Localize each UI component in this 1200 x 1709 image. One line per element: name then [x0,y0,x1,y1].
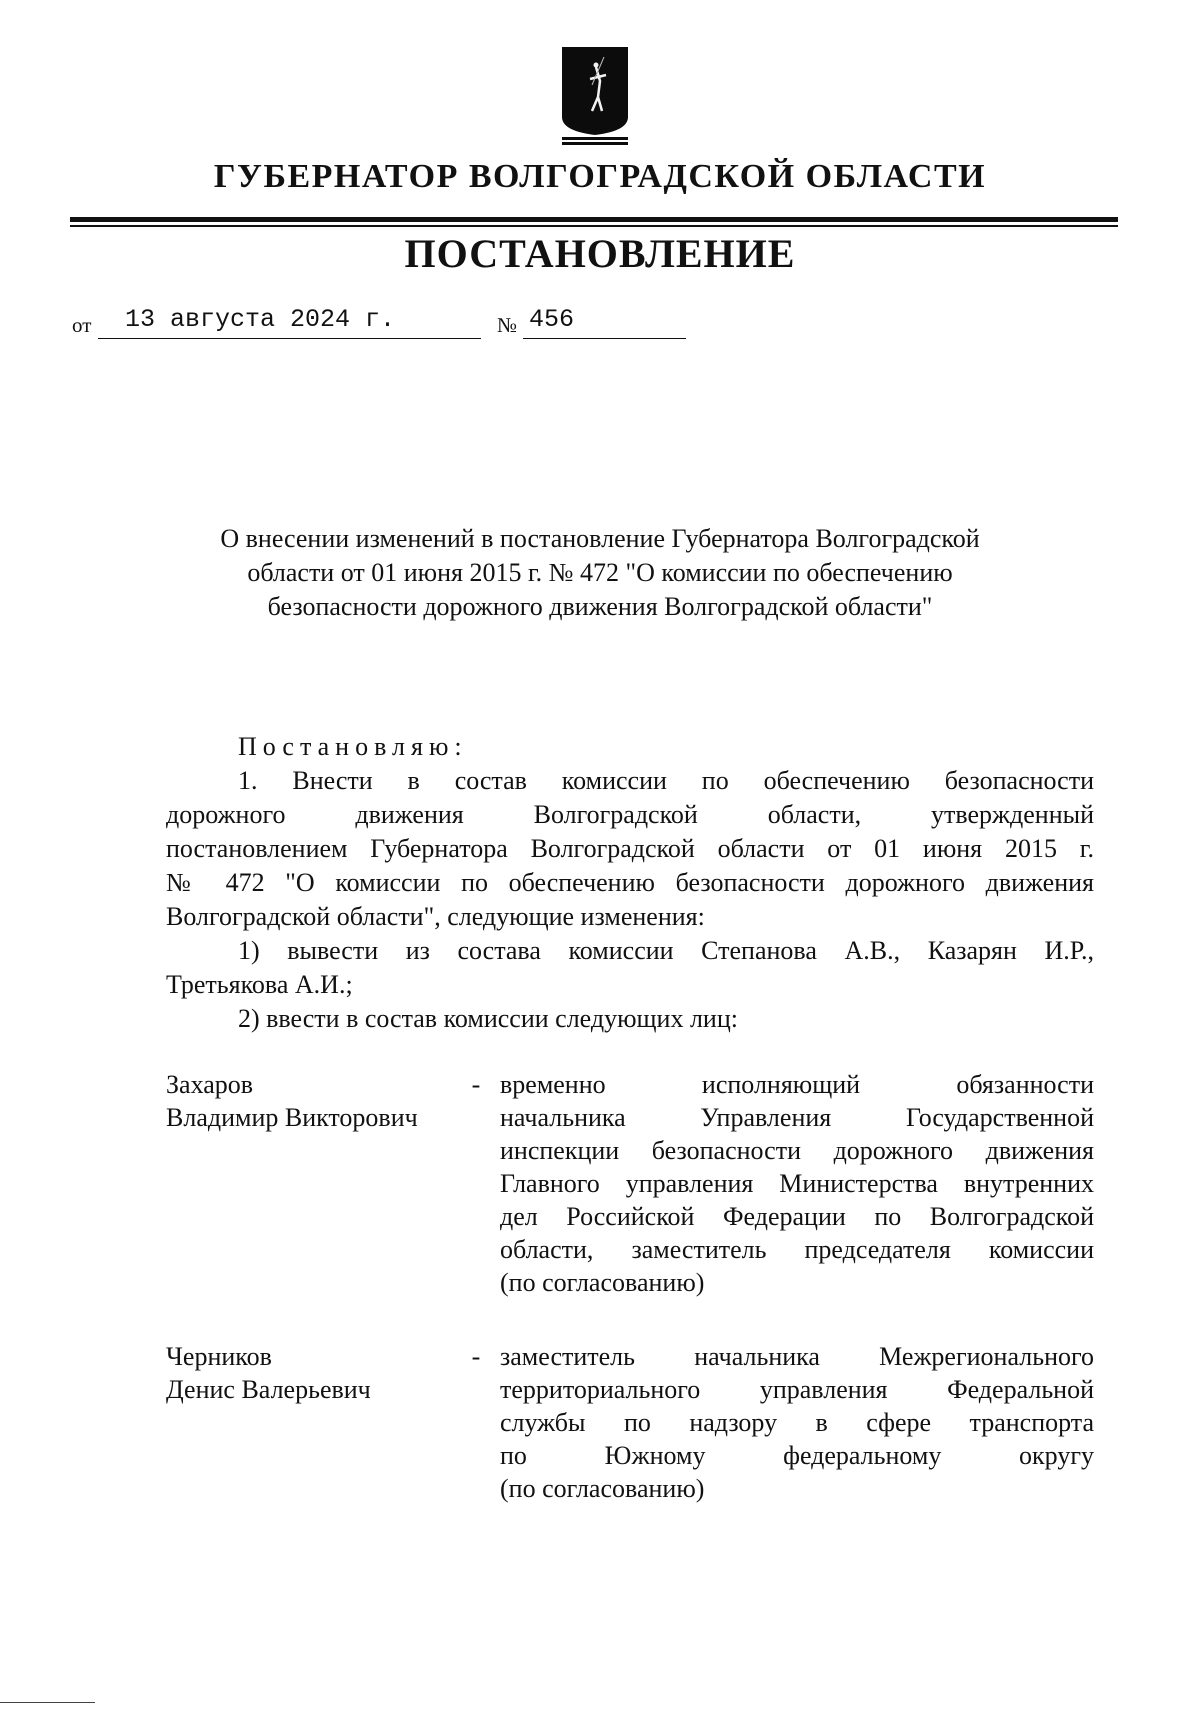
header-rule-thick [70,217,1118,222]
position-line: начальника Управления Государственной [500,1103,1094,1132]
subitem-1-line: Третьякова А.И.; [166,970,353,999]
position-line: Главного управления Министерства внутренних [500,1169,1094,1198]
member-given-names: Денис Валерьевич [166,1375,371,1404]
date-underline [98,338,481,339]
subitem-1-line: 1) вывести из состава комиссии Степанова А.В., Казарян И.Р., [238,936,1094,965]
coat-of-arms-emblem [560,45,630,145]
member-position [500,1068,1094,1299]
member-given-names: Владимир Викторович [166,1103,418,1132]
member-name [166,1340,466,1406]
member-entry [166,1340,1094,1520]
subject-line: безопасности дорожного движения Волгоградской области" [267,592,933,621]
position-line: по Южному федеральному округу [500,1441,1094,1470]
subject-line: области от 01 июня 2015 г. № 472 "О комиссии по обеспечению [247,558,953,587]
subject-line: О внесении изменений в постановление Губернатора Волгоградской [220,524,980,553]
position-line: (по согласованию) [500,1268,705,1297]
item-1-line: постановлением Губернатора Волгоградской области от 01 июня 2015 г. [166,834,1094,863]
number-underline [523,338,686,339]
position-line: области, заместитель председателя комиссии [500,1235,1094,1264]
date-number-line [0,303,1200,343]
position-line: инспекции безопасности дорожного движения [500,1136,1094,1165]
member-surname: Захаров [166,1070,254,1099]
position-line: дел Российской Федерации по Волгоградской [500,1202,1094,1231]
position-line: временно исполняющий обязанности [500,1070,1094,1099]
issuing-authority: ГУБЕРНАТОР ВОЛГОГРАДСКОЙ ОБЛАСТИ [213,158,987,195]
member-surname: Черников [166,1342,272,1371]
position-line: (по согласованию) [500,1474,705,1503]
position-line: службы по надзору в сфере транспорта [500,1408,1094,1437]
member-entry [166,1068,1094,1308]
member-name [166,1068,466,1134]
scan-edge-mark [0,1702,95,1703]
header-rule-thin [70,225,1118,227]
position-line: территориального управления Федеральной [500,1375,1094,1404]
document-date: 13 августа 2024 г. [125,305,396,334]
item-1-line: 1. Внести в состав комиссии по обеспечению безопасности [238,766,1094,795]
item-1-line: № 472 "О комиссии по обеспечению безопасности дорожного движения [166,868,1094,897]
member-position [500,1340,1094,1505]
position-line: заместитель начальника Межрегионального [500,1342,1094,1371]
member-dash: - [471,1342,481,1371]
document-number: 456 [529,305,575,334]
number-prefix: № [497,313,518,337]
document-type-title: ПОСТАНОВЛЕНИЕ [404,231,796,276]
date-prefix: от [72,313,92,337]
item-1-line: дорожного движения Волгоградской области, утвержденный [166,800,1094,829]
item-1-line: Волгоградской области", следующие изменения: [166,902,705,931]
decree-word: Постановляю: [238,732,468,761]
document-subject [150,522,1050,624]
member-dash: - [471,1070,481,1099]
subitem-2: 2) ввести в состав комиссии следующих лиц: [238,1004,738,1033]
decree-body [166,730,1094,1036]
